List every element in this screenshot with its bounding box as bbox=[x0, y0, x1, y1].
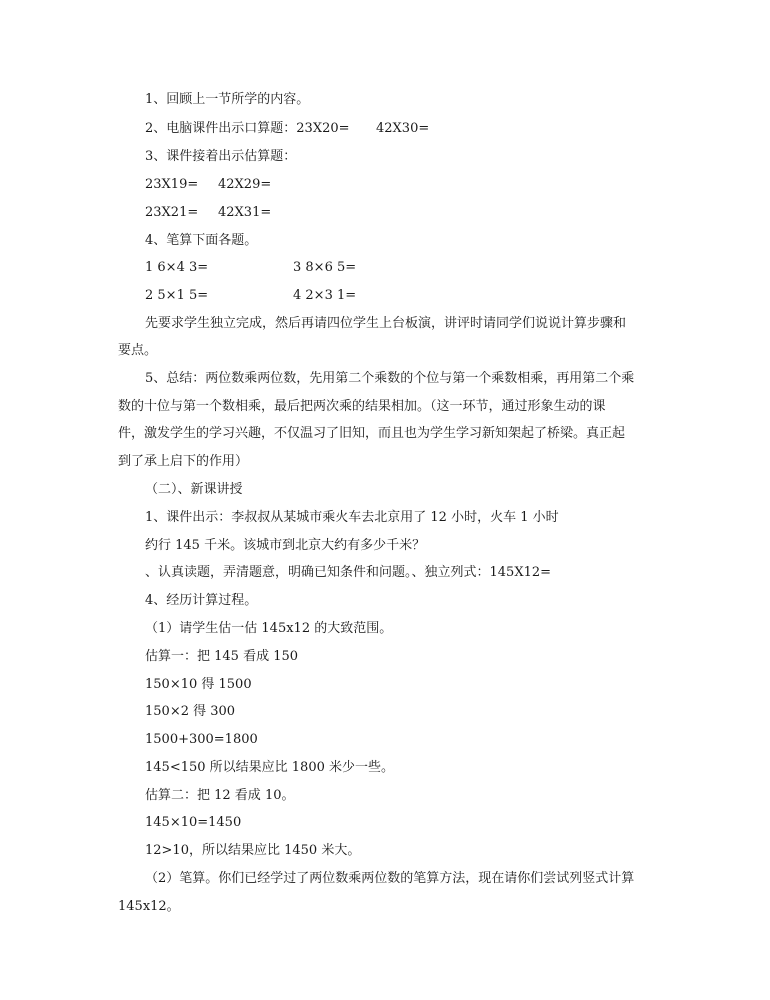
content-line: （1）请学生估一估 145x12 的大致范围。 bbox=[145, 621, 393, 636]
content-line: 估算二：把 12 看成 10。 bbox=[145, 788, 295, 803]
content-line: 约行 145 千米。该城市到北京大约有多少千米？ bbox=[145, 538, 426, 553]
summary-line: 数的十位与第一个数相乘，最后把两次乘的结果相加。（这一环节，通过形象生动的课 bbox=[118, 399, 606, 414]
content-line: （2）笔算。你们已经学过了两位数乘两位数的笔算方法，现在请你们尝试列竖式计算 bbox=[145, 871, 635, 886]
step-4-written: 4、笔算下面各题。 bbox=[145, 233, 258, 248]
summary-line: 件，激发学生的学习兴趣，不仅温习了旧知，而且也为学生学习新知架起了桥梁。真正起 bbox=[118, 426, 626, 441]
step-3-estimation: 3、课件接着出示估算题： bbox=[145, 149, 297, 164]
written-problem: 4 2×3 1= bbox=[293, 288, 357, 303]
content-line: 145×10=1450 bbox=[145, 815, 242, 830]
summary-line: 5、总结：两位数乘两位数，先用第二个乘数的个位与第一个乘数相乘，再用第二个乘 bbox=[145, 371, 635, 386]
content-line: 、认真读题，弄清题意，明确已知条件和问题。、独立列式：145X12= bbox=[145, 565, 552, 580]
content-line: 150×2 得 300 bbox=[145, 704, 236, 719]
paragraph-line: 先要求学生独立完成，然后再请四位学生上台板演，讲评时请同学们说说计算步骤和 bbox=[145, 316, 627, 331]
written-problem: 3 8×6 5= bbox=[293, 260, 357, 275]
content-line: 12>10，所以结果应比 1450 米大。 bbox=[145, 843, 361, 858]
step-2-mental-math: 2、电脑课件出示口算题：23X20= bbox=[145, 121, 350, 136]
content-line: 4、经历计算过程。 bbox=[145, 593, 258, 608]
estimate-problem: 23X21= bbox=[145, 205, 199, 220]
step-1-review: 1、回顾上一节所学的内容。 bbox=[145, 92, 310, 107]
summary-line: 到了承上启下的作用） bbox=[118, 454, 249, 469]
section-heading: （二）、新课讲授 bbox=[145, 482, 243, 497]
estimate-problem: 23X19= bbox=[145, 177, 199, 192]
paragraph-line: 要点。 bbox=[118, 343, 158, 358]
content-line: 1500+300=1800 bbox=[145, 732, 258, 747]
written-problem: 1 6×4 3= bbox=[145, 260, 209, 275]
written-problem: 2 5×1 5= bbox=[145, 288, 209, 303]
content-line: 145x12。 bbox=[118, 899, 180, 914]
content-line: 145<150 所以结果应比 1800 米少一些。 bbox=[145, 760, 394, 775]
step-2-problem-b: 42X30= bbox=[376, 121, 430, 136]
estimate-problem: 42X29= bbox=[218, 177, 272, 192]
estimate-problem: 42X31= bbox=[218, 205, 272, 220]
content-line: 150×10 得 1500 bbox=[145, 677, 252, 692]
content-line: 1、课件出示：李叔叔从某城市乘火车去北京用了 12 小时，火车 1 小时 bbox=[145, 510, 559, 525]
content-line: 估算一：把 145 看成 150 bbox=[145, 649, 299, 664]
